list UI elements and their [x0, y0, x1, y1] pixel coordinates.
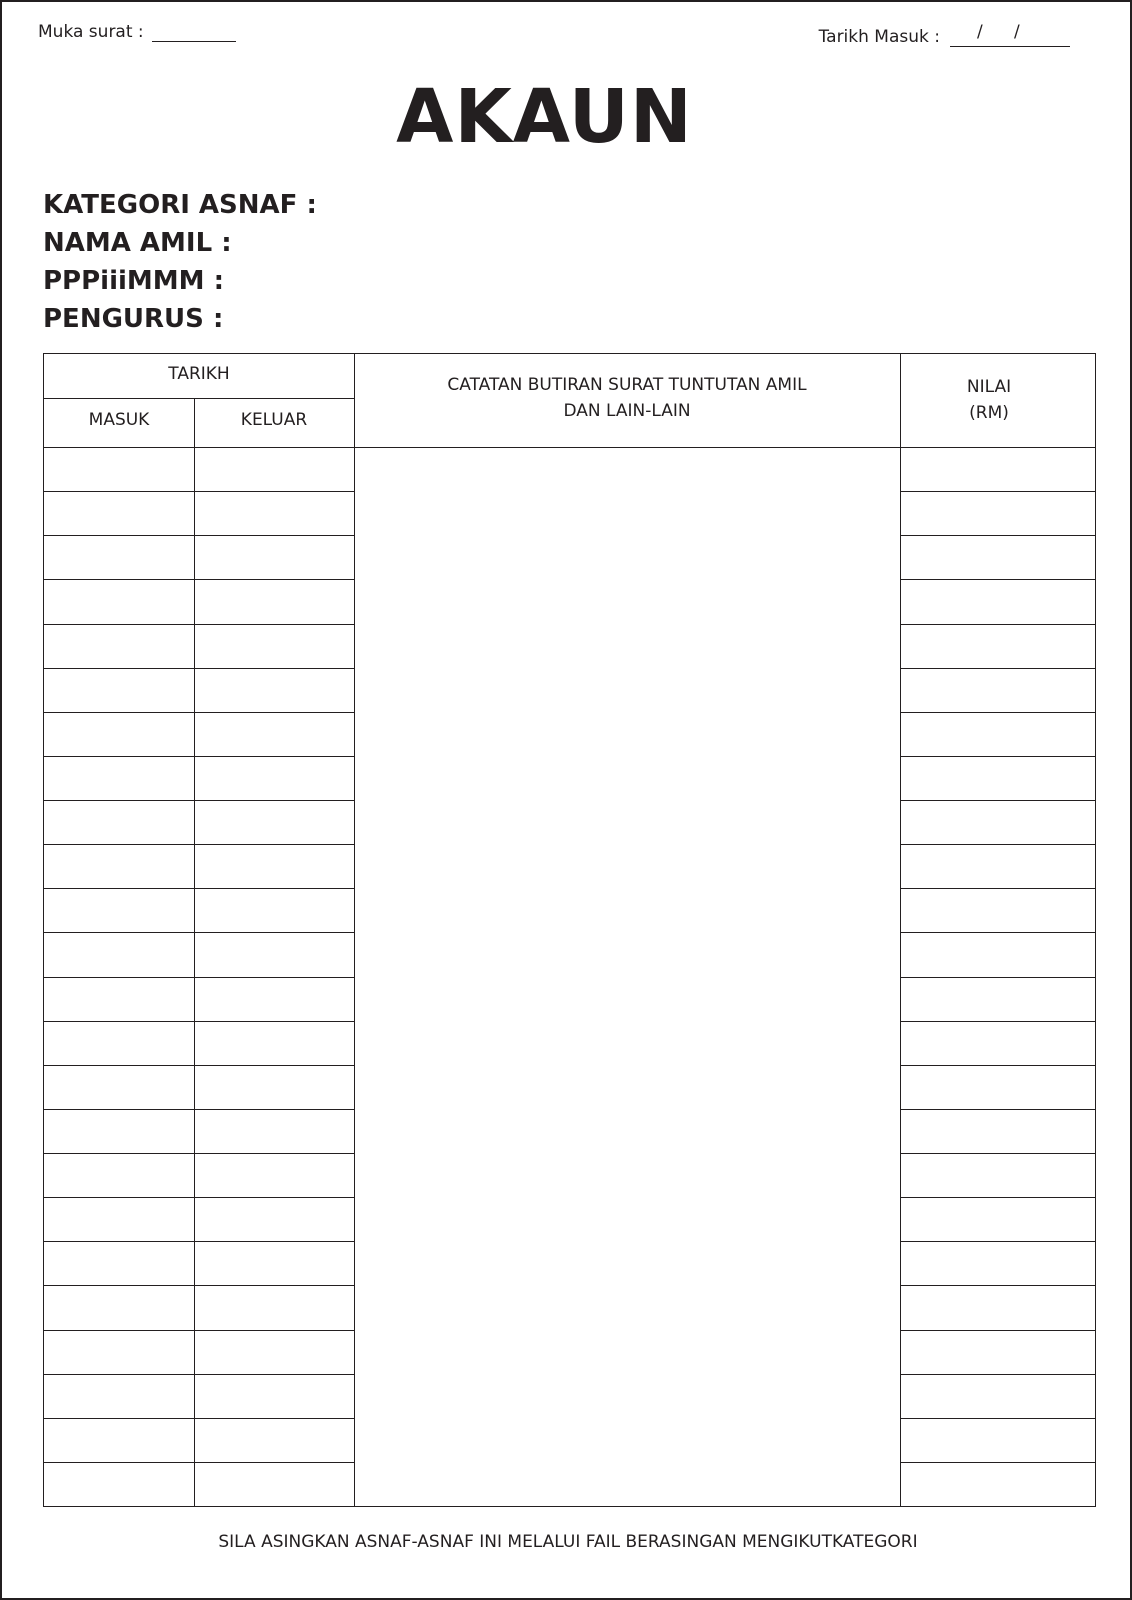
nilai-cell[interactable] — [900, 1330, 1095, 1374]
ledger-table — [43, 353, 1096, 1507]
masuk-cell[interactable] — [44, 888, 194, 932]
keluar-cell[interactable] — [194, 668, 354, 712]
masuk-cell[interactable] — [44, 977, 194, 1021]
page-number-blank[interactable] — [152, 23, 236, 42]
nilai-cell[interactable] — [900, 491, 1095, 535]
masuk-cell[interactable] — [44, 1418, 194, 1462]
nilai-cell[interactable] — [900, 888, 1095, 932]
nilai-cell[interactable] — [900, 800, 1095, 844]
nilai-cell[interactable] — [900, 624, 1095, 668]
keluar-cell[interactable] — [194, 579, 354, 623]
masuk-cell[interactable] — [44, 1153, 194, 1197]
keluar-cell[interactable] — [194, 1153, 354, 1197]
keluar-cell[interactable] — [194, 624, 354, 668]
nilai-cell[interactable] — [900, 1197, 1095, 1241]
field-kategori-asnaf: KATEGORI ASNAF : — [43, 190, 317, 220]
masuk-cell[interactable] — [44, 1021, 194, 1065]
masuk-cell[interactable] — [44, 1109, 194, 1153]
nilai-cell[interactable] — [900, 668, 1095, 712]
header-tarikh-label: TARIKH — [168, 364, 230, 384]
catatan-area[interactable] — [354, 447, 900, 1506]
keluar-cell[interactable] — [194, 1374, 354, 1418]
nilai-cell[interactable] — [900, 1374, 1095, 1418]
masuk-cell[interactable] — [44, 756, 194, 800]
nilai-cell[interactable] — [900, 977, 1095, 1021]
keluar-cell[interactable] — [194, 1065, 354, 1109]
header-catatan-line2: DAN LAIN-LAIN — [563, 401, 691, 421]
masuk-cell[interactable] — [44, 1285, 194, 1329]
masuk-cell[interactable] — [44, 447, 194, 491]
field-pengurus: PENGURUS : — [43, 304, 224, 334]
keluar-cell[interactable] — [194, 888, 354, 932]
keluar-cell[interactable] — [194, 1197, 354, 1241]
header-catatan-line1: CATATAN BUTIRAN SURAT TUNTUTAN AMIL — [447, 375, 807, 395]
nilai-cell[interactable] — [900, 932, 1095, 976]
header-masuk-label: MASUK — [88, 410, 150, 430]
masuk-cell[interactable] — [44, 1330, 194, 1374]
header-nilai-line2: (RM) — [969, 403, 1009, 423]
nilai-cell[interactable] — [900, 1065, 1095, 1109]
keluar-cell[interactable] — [194, 1418, 354, 1462]
header-nilai-line1: NILAI — [966, 377, 1012, 397]
keluar-cell[interactable] — [194, 1021, 354, 1065]
header-nilai — [900, 374, 1078, 426]
keluar-cell[interactable] — [194, 800, 354, 844]
masuk-cell[interactable] — [44, 624, 194, 668]
header-catatan — [354, 372, 900, 424]
header-keluar-label: KELUAR — [240, 410, 308, 430]
nilai-cell[interactable] — [900, 579, 1095, 623]
keluar-cell[interactable] — [194, 447, 354, 491]
masuk-cell[interactable] — [44, 800, 194, 844]
masuk-cell[interactable] — [44, 844, 194, 888]
nilai-cell[interactable] — [900, 1285, 1095, 1329]
masuk-cell[interactable] — [44, 579, 194, 623]
masuk-cell[interactable] — [44, 535, 194, 579]
entry-date-label: Tarikh Masuk : — [818, 27, 940, 47]
keluar-cell[interactable] — [194, 1285, 354, 1329]
masuk-cell[interactable] — [44, 1065, 194, 1109]
keluar-cell[interactable] — [194, 712, 354, 756]
nilai-cell[interactable] — [900, 1109, 1095, 1153]
nilai-cell[interactable] — [900, 1462, 1095, 1506]
keluar-cell[interactable] — [194, 844, 354, 888]
keluar-cell[interactable] — [194, 491, 354, 535]
nilai-cell[interactable] — [900, 447, 1095, 491]
nilai-cell[interactable] — [900, 1241, 1095, 1285]
masuk-cell[interactable] — [44, 1462, 194, 1506]
nilai-cell[interactable] — [900, 1153, 1095, 1197]
keluar-cell[interactable] — [194, 1330, 354, 1374]
masuk-cell[interactable] — [44, 712, 194, 756]
footer-note: SILA ASINGKAN ASNAF-ASNAF INI MELALUI FAIL BERASINGAN MENGIKUTKATEGORI — [218, 1532, 918, 1552]
keluar-cell[interactable] — [194, 1462, 354, 1506]
header-keluar — [194, 407, 354, 433]
info-fields — [43, 186, 317, 338]
field-pppiiimmm: PPPiiiMMM : — [43, 266, 224, 296]
date-separator: / — [977, 22, 983, 42]
header-tarikh — [44, 361, 354, 387]
keluar-cell[interactable] — [194, 1241, 354, 1285]
masuk-cell[interactable] — [44, 1374, 194, 1418]
masuk-cell[interactable] — [44, 668, 194, 712]
entry-date-blank[interactable] — [950, 22, 1070, 47]
masuk-cell[interactable] — [44, 1197, 194, 1241]
form-title: AKAUN — [396, 74, 693, 160]
keluar-cell[interactable] — [194, 1109, 354, 1153]
masuk-cell[interactable] — [44, 1241, 194, 1285]
keluar-cell[interactable] — [194, 756, 354, 800]
page-number-field — [38, 22, 236, 42]
nilai-cell[interactable] — [900, 844, 1095, 888]
field-nama-amil: NAMA AMIL : — [43, 228, 232, 258]
masuk-cell[interactable] — [44, 932, 194, 976]
keluar-cell[interactable] — [194, 977, 354, 1021]
keluar-cell[interactable] — [194, 535, 354, 579]
nilai-cell[interactable] — [900, 535, 1095, 579]
date-separator: / — [1014, 22, 1020, 42]
page-number-label: Muka surat : — [38, 22, 144, 42]
masuk-cell[interactable] — [44, 491, 194, 535]
entry-date-field — [819, 22, 1070, 47]
nilai-cell[interactable] — [900, 756, 1095, 800]
header-masuk — [44, 407, 194, 433]
nilai-cell[interactable] — [900, 1021, 1095, 1065]
keluar-cell[interactable] — [194, 932, 354, 976]
nilai-cell[interactable] — [900, 1418, 1095, 1462]
header-divider — [44, 398, 354, 399]
nilai-cell[interactable] — [900, 712, 1095, 756]
